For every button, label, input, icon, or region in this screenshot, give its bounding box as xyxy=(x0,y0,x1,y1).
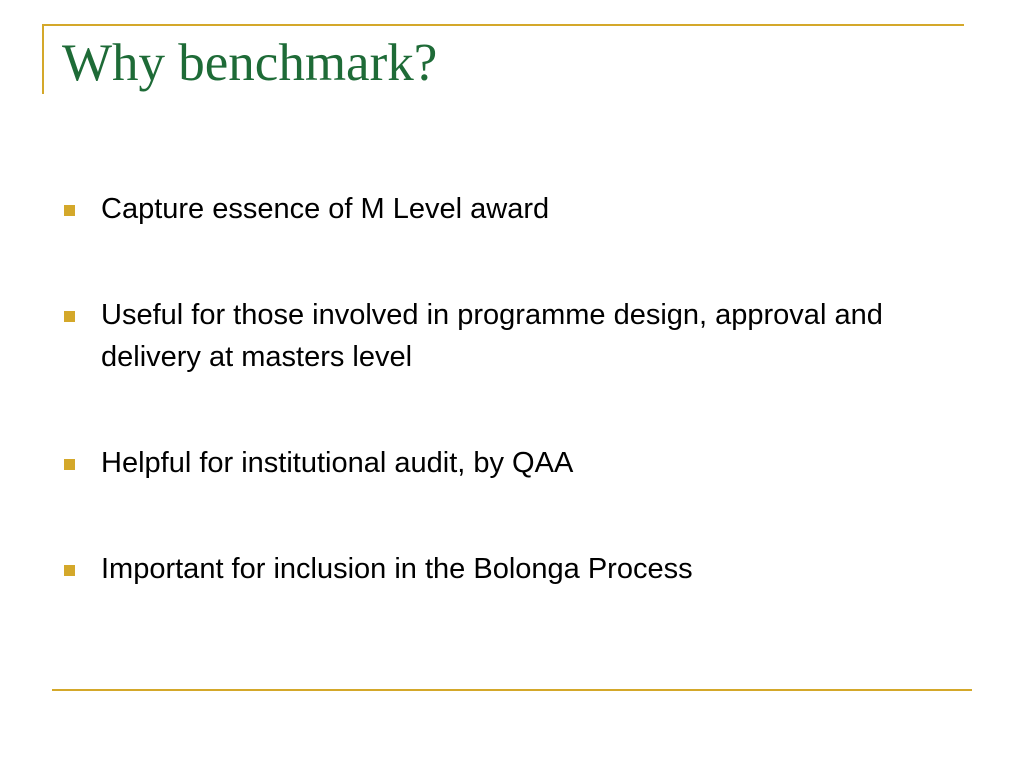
top-rule xyxy=(42,24,964,26)
square-bullet-icon xyxy=(64,311,75,322)
bullet-text: Important for inclusion in the Bolonga Process xyxy=(101,553,693,585)
left-rule xyxy=(42,24,44,94)
square-bullet-icon xyxy=(64,459,75,470)
bullet-text: Useful for those involved in programme design, approval and delivery at masters level xyxy=(101,299,883,373)
square-bullet-icon xyxy=(64,205,75,216)
bullet-list xyxy=(62,188,962,654)
bullet-item xyxy=(62,294,962,378)
bullet-item xyxy=(62,548,962,590)
slide-title: Why benchmark? xyxy=(62,34,438,92)
square-bullet-icon xyxy=(64,565,75,576)
bottom-rule xyxy=(52,689,972,691)
bullet-text: Helpful for institutional audit, by QAA xyxy=(101,447,574,479)
bullet-item xyxy=(62,188,962,230)
bullet-item xyxy=(62,442,962,484)
bullet-text: Capture essence of M Level award xyxy=(101,193,550,225)
